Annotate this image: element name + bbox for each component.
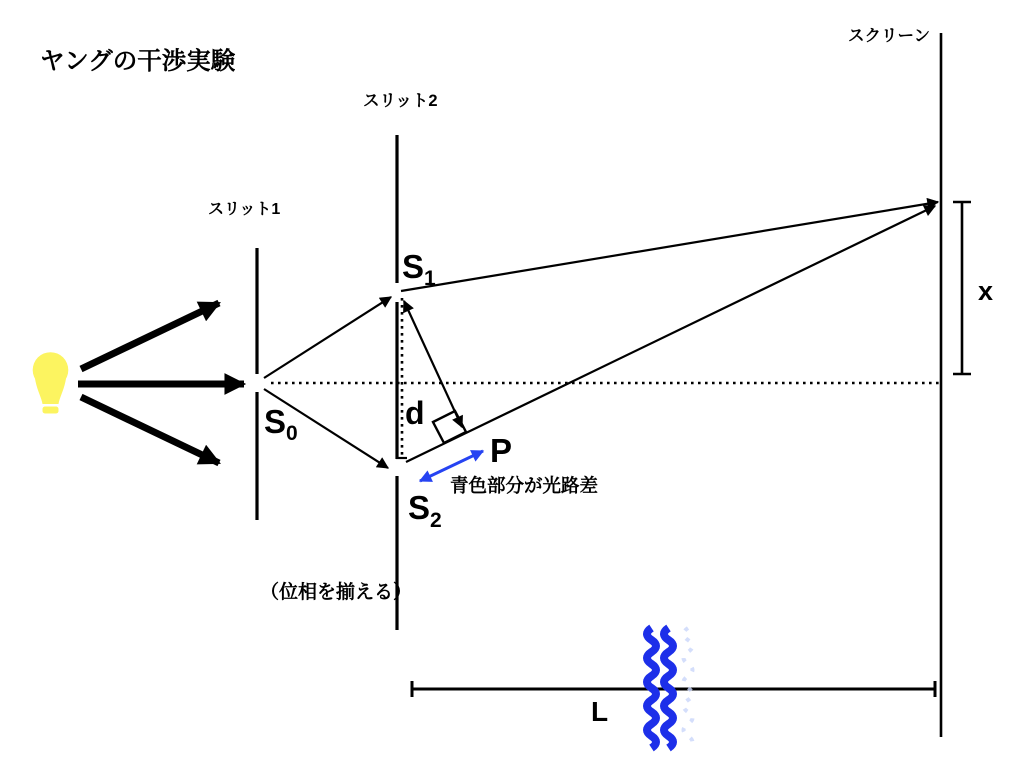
fringe-position-label: x [978,276,994,306]
bulb-base [43,407,59,414]
path-difference-note: 青色部分が光路差 [450,475,599,496]
slit1-label: スリット1 [208,201,281,218]
p-point-label: P [490,432,513,469]
s1-subscript: 1 [424,267,436,290]
screen-label: スクリーン [848,27,931,45]
s2-main: S [408,489,431,526]
s1-main: S [402,248,425,285]
source-ray-lower-arrow [81,397,219,463]
ray-s0-to-s1-arrow [264,297,391,378]
ray-s1-to-screen-arrow [401,202,938,291]
screen-distance-label: L [591,696,609,727]
wave-line-2 [664,628,673,748]
light-bulb-icon [33,352,69,413]
s0-subscript: 0 [286,422,298,445]
source-ray-upper-arrow [81,303,219,369]
s1-point-label [402,248,436,290]
s0-main: S [264,403,287,440]
ray-s2-to-screen-arrow [406,206,935,462]
slit2-label: スリット2 [363,92,438,110]
fringe-position-measure-bar [953,202,971,374]
page-title: ヤングの干渉実験 [40,48,236,75]
wave-line-1 [647,628,656,748]
bulb-body [35,375,67,404]
s2-subscript: 2 [430,509,442,532]
phase-note: （位相を揃える） [260,582,413,603]
s0-point-label [264,403,298,445]
slit-distance-label: d [405,395,425,431]
s2-point-label [408,489,442,532]
